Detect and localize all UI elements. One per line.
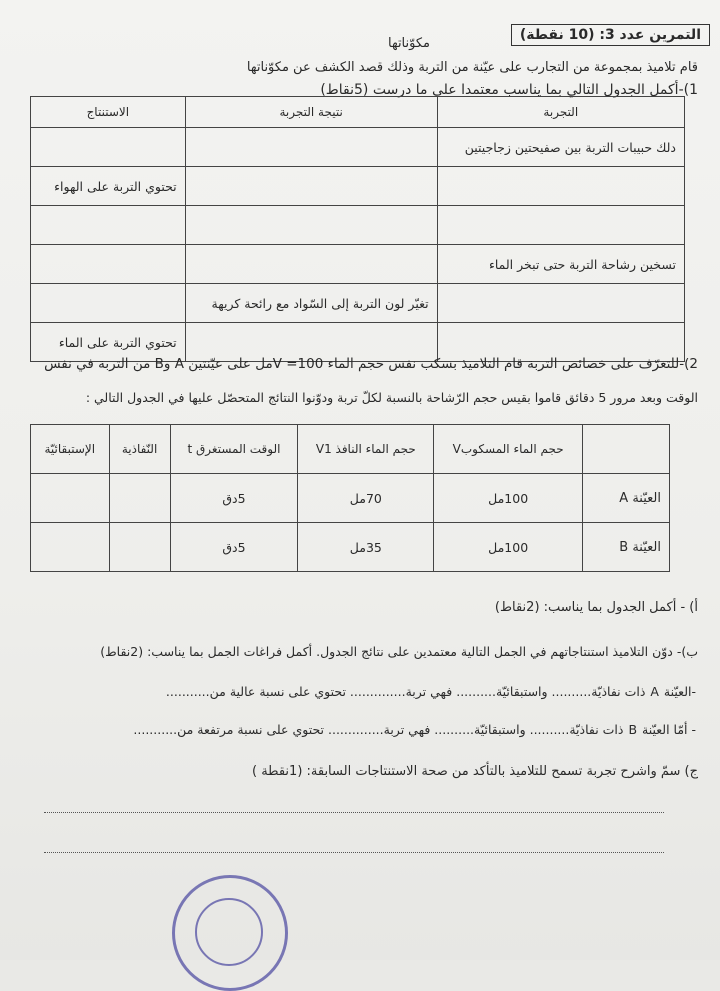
header-intro: قام تلاميذ بمجموعة من التجارب على عيّنة من التربة وذلك قصد الكشف عن مكوّناتها	[246, 60, 698, 75]
exercise-title: التمرين عدد 3: (10 نقطة)	[511, 24, 710, 46]
table-row	[31, 167, 685, 206]
question-c-text: ج) سمّ واشرح تجربة تسمح للتلاميذ بالتأكد من صحة الاستنتاجات السابقة: (1نقطة )	[251, 764, 698, 779]
cell-conclusion[interactable]	[31, 245, 186, 284]
table-2	[30, 424, 670, 572]
question-b-text: ب)- دوّن التلاميذ استنتاجاتهم في الجمل التالية معتمدين على نتائج الجدول. أكمل فراغات الجمل بما يناسب: (2نقاط)	[100, 644, 698, 659]
cell-time: 5دق	[170, 474, 298, 523]
cell-retention[interactable]	[31, 523, 110, 572]
cell-experiment[interactable]	[437, 284, 684, 323]
cell-passed-volume: 70مل	[298, 474, 434, 523]
cell-conclusion: تحتوي التربة على الهواء	[31, 167, 186, 206]
stamp-inner-ring	[195, 898, 263, 966]
cell-permeability[interactable]	[109, 523, 170, 572]
cell-conclusion[interactable]	[31, 284, 186, 323]
answer-line[interactable]	[44, 852, 664, 853]
header-poured-volume: حجم الماء المسكوبV	[434, 425, 583, 474]
table-1-header	[31, 97, 685, 128]
cell-retention[interactable]	[31, 474, 110, 523]
question-1-text: 1)-أكمل الجدول التالي بما يناسب معتمدا على ما درست (5نقاط)	[320, 82, 698, 98]
cell-sample: العيّنة A	[583, 474, 670, 523]
question-2-text-2: الوقت وبعد مرور 5 دقائق قاموا بقيس حجم الرّشاحة بالنسبة لكلّ تربة ودوّنوا النتائج المتحصّل عليها في الجدول التالي :	[85, 390, 698, 405]
header-result: نتيجة التجربة	[185, 97, 437, 128]
question-2-text-1: 2)-للتعرّف على خصائص التربة قام التلاميذ بسكب نفس حجم الماء V =100مل على عيّنتين A وB من التربة في نفس	[44, 356, 698, 372]
cell-passed-volume: 35مل	[298, 523, 434, 572]
cell-experiment[interactable]	[437, 206, 684, 245]
header-line-1: مكوّناتها	[387, 36, 430, 51]
fill-line-sample-b[interactable]: - أمّا العيّنة B ذات نفاذيّة.......... واستبقائيّة.......... فهي تربة.............. تحتوي على نسبة مرتفعة من...........	[133, 722, 696, 737]
table-row	[31, 284, 685, 323]
school-stamp	[172, 875, 288, 991]
question-a-text: أ) - أكمل الجدول بما يناسب: (2نقاط)	[494, 600, 698, 615]
table-row	[31, 245, 685, 284]
table-1	[30, 96, 685, 362]
cell-permeability[interactable]	[109, 474, 170, 523]
cell-result: تغيّر لون التربة إلى السّواد مع رائحة كريهة	[185, 284, 437, 323]
table-row	[31, 206, 685, 245]
header-experiment: التجربة	[437, 97, 684, 128]
answer-line[interactable]	[44, 812, 664, 813]
fill-line-sample-a[interactable]: -العيّنة A ذات نفاذيّة.......... واستبقائيّة.......... فهي تربة.............. تحتوي على نسبة عالية من...........	[165, 684, 696, 699]
table-row	[31, 474, 670, 523]
header-sample	[583, 425, 670, 474]
header-retention: الإستبقائيّة	[31, 425, 110, 474]
header-conclusion: الاستنتاج	[31, 97, 186, 128]
cell-result[interactable]	[185, 128, 437, 167]
cell-sample: العيّنة B	[583, 523, 670, 572]
cell-experiment: دلك حبيبات التربة بين صفيحتين زجاجيتين	[437, 128, 684, 167]
cell-conclusion[interactable]	[31, 206, 186, 245]
cell-conclusion: تحتوي التربة على الماء	[31, 323, 186, 362]
cell-poured-volume: 100مل	[434, 474, 583, 523]
cell-result[interactable]	[185, 245, 437, 284]
table-row	[31, 128, 685, 167]
table-2-header	[31, 425, 670, 474]
header-permeability: النّفاذية	[109, 425, 170, 474]
cell-result[interactable]	[185, 167, 437, 206]
cell-conclusion[interactable]	[31, 128, 186, 167]
header-time: الوقت المستغرق t	[170, 425, 298, 474]
cell-result[interactable]	[185, 206, 437, 245]
cell-experiment[interactable]	[437, 167, 684, 206]
cell-time: 5دق	[170, 523, 298, 572]
header-passed-volume: حجم الماء النافذ V1	[298, 425, 434, 474]
table-row	[31, 523, 670, 572]
cell-experiment: تسخين رشاحة التربة حتى تبخر الماء	[437, 245, 684, 284]
cell-poured-volume: 100مل	[434, 523, 583, 572]
